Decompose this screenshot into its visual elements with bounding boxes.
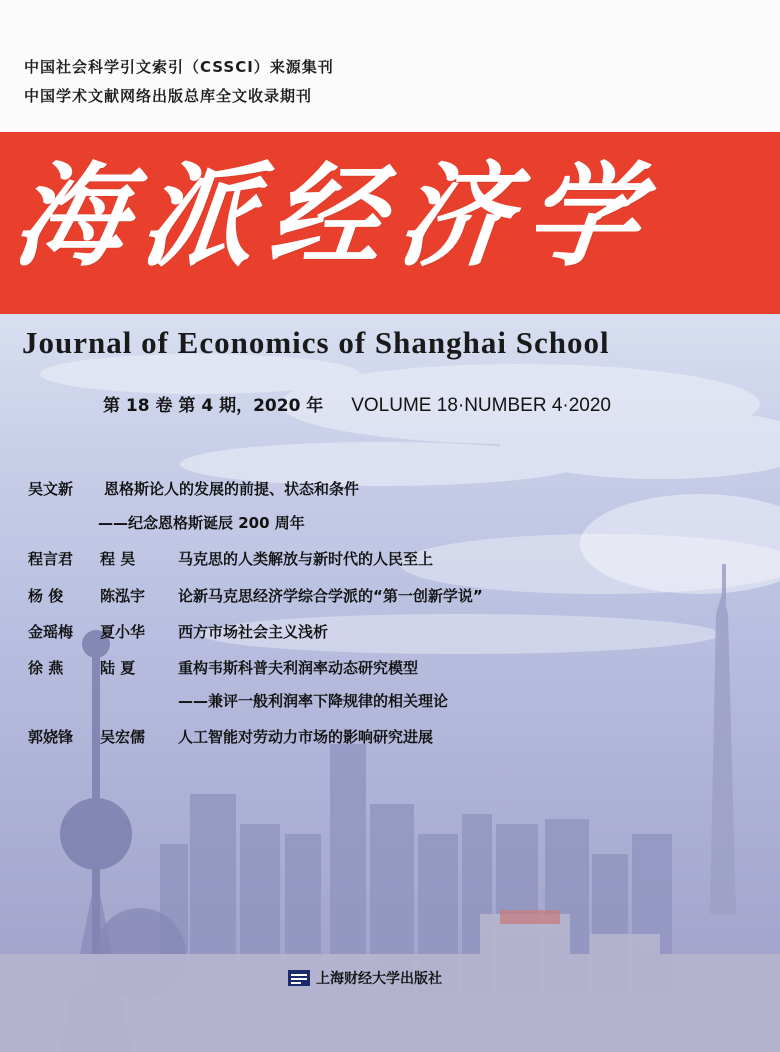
toc-title: 恩格斯论人的发展的前提、状态和条件: [104, 480, 360, 498]
toc-title: 马克思的人类解放与新时代的人民至上: [178, 550, 434, 568]
toc-subtitle: ——兼评一般利润率下降规律的相关理论: [178, 692, 449, 710]
issue-en: VOLUME 18·NUMBER 4·2020: [351, 395, 611, 416]
city-skyline-image: [0, 314, 780, 1052]
publisher-logo-icon: [288, 970, 310, 986]
toc-title: 西方市场社会主义浅析: [178, 623, 329, 641]
toc-subtitle: ——纪念恩格斯诞辰 200 周年: [98, 514, 305, 532]
toc-author: 夏小华: [100, 623, 146, 641]
toc-author: 程 昊: [100, 550, 136, 568]
toc-author: 金瑶梅: [28, 623, 74, 641]
toc-title: 论新马克思经济学综合学派的“第一创新学说”: [178, 587, 483, 605]
issue-line: [103, 391, 611, 417]
publisher-name: 上海财经大学出版社: [316, 971, 442, 987]
index-line-cnki: 中国学术文献网络出版总库全文收录期刊: [24, 87, 313, 105]
toc-author: 陆 夏: [100, 659, 136, 677]
issue-cn: 第 18 卷 第 4 期，2020 年: [103, 396, 324, 416]
toc-author: 杨 俊: [28, 587, 64, 605]
toc-title: 重构韦斯科普夫利润率动态研究模型: [178, 659, 419, 677]
toc-author: 吴宏儒: [100, 728, 146, 746]
journal-title-cn: 海派经济学: [7, 151, 662, 282]
title-band: [0, 132, 780, 314]
index-lines: [24, 56, 334, 114]
toc-author: 程言君: [28, 550, 74, 568]
index-line-cssci: 中国社会科学引文索引（CSSCI）来源集刊: [24, 58, 334, 76]
journal-title-en: Journal of Economics of Shanghai School: [22, 325, 610, 360]
toc-author: 吴文新: [28, 480, 74, 498]
toc-title: 人工智能对劳动力市场的影响研究进展: [178, 728, 434, 746]
toc-author: 徐 燕: [28, 659, 64, 677]
toc-author: 郭娆锋: [28, 728, 74, 746]
cover-photo: [0, 314, 780, 1052]
publisher: [288, 968, 442, 988]
toc-author: 陈泓宇: [100, 587, 146, 605]
